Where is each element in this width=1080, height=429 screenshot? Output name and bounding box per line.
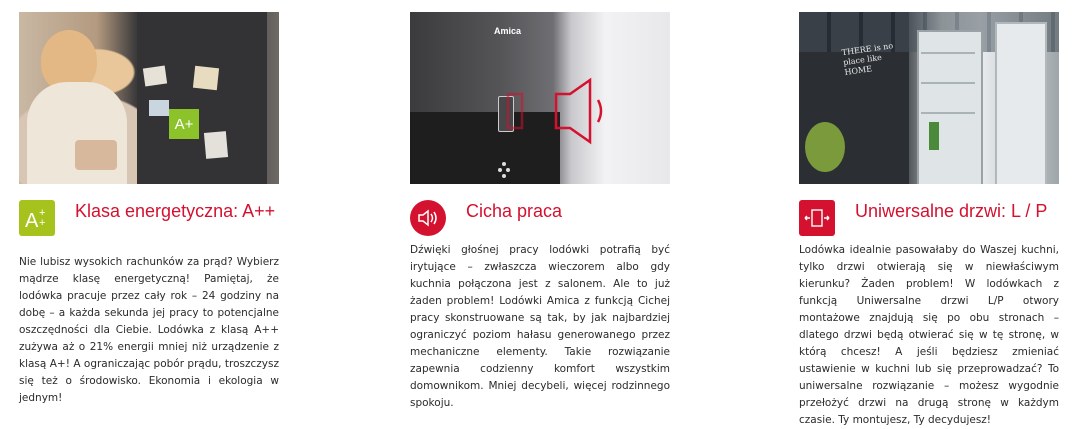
feature-header-doors bbox=[799, 200, 1059, 240]
energy-magnet-label: A+ bbox=[174, 115, 194, 133]
feature-title-energy: Klasa energetyczna: A++ bbox=[75, 201, 276, 221]
feature-title-quiet: Cicha praca bbox=[466, 201, 563, 221]
chalkboard-text: THERE is no place like HOME bbox=[841, 41, 894, 78]
svg-text:A: A bbox=[25, 210, 39, 232]
svg-text:+: + bbox=[39, 217, 46, 229]
speaker-outline-icon bbox=[504, 76, 614, 146]
energy-class-icon bbox=[19, 200, 55, 236]
feature-text-quiet: Dźwięki głośnej pracy lodówki potrafią być irytujące – zwłaszcza wieczorem albo gdy kuchnia połączona jest z salonem. Ale to już żaden problem! Lodówki Amica z funkcją Cichej pracy skonstruowane są tak, by jak najbardziej ograniczyć poziom hałasu generowanego przez mechaniczne elementy. Takie rozwiązanie zapewnia codzienny komfort wszystkim domownikom. Mniej decybeli, więcej rodzinnego spokoju. bbox=[410, 244, 670, 409]
feature-header-quiet bbox=[410, 200, 670, 240]
feature-photo-energy bbox=[19, 12, 279, 184]
reversible-door-icon bbox=[799, 200, 835, 236]
energy-magnet-badge bbox=[169, 109, 199, 139]
feature-card-quiet bbox=[410, 12, 670, 412]
feature-photo-quiet bbox=[410, 12, 670, 184]
feature-title-doors: Uniwersalne drzwi: L / P bbox=[855, 201, 1048, 221]
feature-card-doors bbox=[799, 12, 1059, 429]
svg-text:+: + bbox=[39, 207, 46, 219]
quiet-speaker-icon bbox=[410, 200, 446, 236]
feature-photo-doors bbox=[799, 12, 1059, 184]
feature-text-energy: Nie lubisz wysokich rachunków za prąd? Wybierz mądrze klasę energetyczną! Pamiętaj, że lodówka pracuje przez cały rok – 24 godziny na dobę – a każda sekunda jej pracy to potencjalne oszczędności dla Ciebie. Lodówka z klasą A++ zużywa aż o 21% energii mniej niż urządzenie z klasą A+! A ograniczając pobór prądu, troszczysz się też o środowisko. Ekonomia i ekologia w jednym! bbox=[19, 256, 279, 404]
feature-header-energy bbox=[19, 200, 279, 252]
feature-card-energy bbox=[19, 12, 279, 407]
amica-logo: Amica bbox=[494, 26, 522, 36]
feature-text-doors: Lodówka idealnie pasowałaby do Waszej kuchni, tylko drzwi otwierają się w niewłaściwym kierunku? Żaden problem! W lodówkach z funkcją Uniwersalne drzwi L/P otwory montażowe znajdują się po obu stronach – dlatego drzwi będą otwierać się w tę stronę, w którą chcesz! A jeśli będziesz zmieniać ustawienie w kuchni lub się przeprowadzać? To uniwersalne rozwiązanie – możesz wygodnie przełożyć drzwi na drugą stronę w każdym czasie. Ty montujesz, Ty decydujesz! bbox=[799, 244, 1059, 426]
